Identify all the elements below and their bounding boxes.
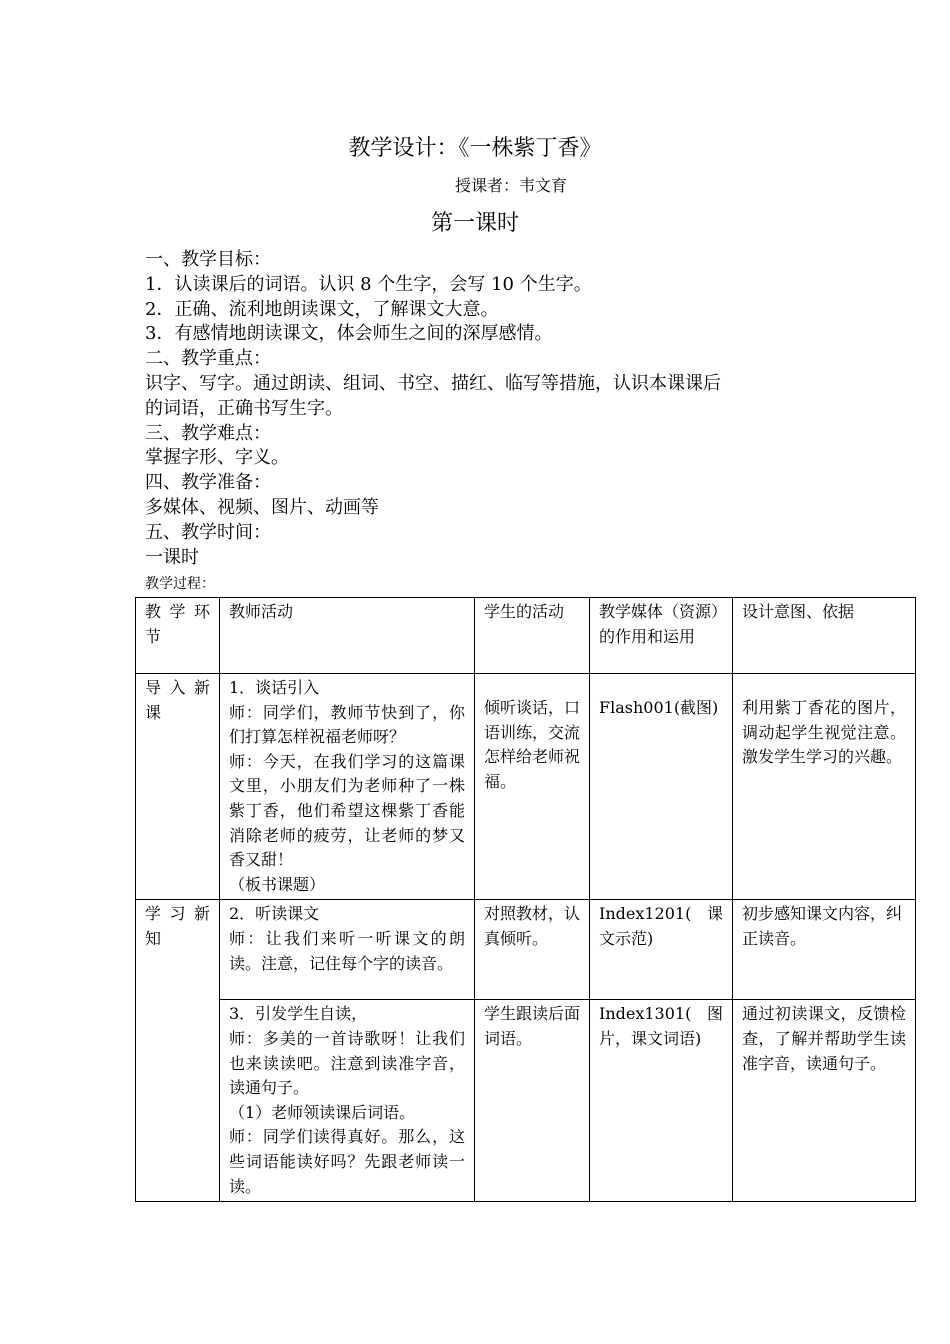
- key-line: 识字、写字。通过朗读、组词、书空、描红、临写等措施，认识本课课后: [145, 372, 721, 394]
- difficulty-heading: 三、教学难点：: [145, 422, 271, 444]
- lesson-heading: 第一课时: [430, 211, 519, 236]
- media-cell: Index1301( 图片，课文词语): [590, 1000, 733, 1202]
- goal-item: 1．认读课后的词语。认识 8 个生字，会写 10 个生字。: [145, 273, 592, 295]
- teacher-line: 师：同学们读得真好。那么，这些词语能读好吗？先跟老师读一读。: [229, 1127, 465, 1196]
- teacher-activity: [220, 1000, 475, 1202]
- intent-cell: 通过初读课文，反馈检查，了解并帮助学生读准字音，读通句子。: [733, 1000, 916, 1202]
- header-student: 学生的活动: [475, 598, 590, 674]
- teacher-line: 1．谈话引入: [229, 678, 320, 697]
- time-heading: 五、教学时间：: [145, 521, 271, 543]
- prep-text: 多媒体、视频、图片、动画等: [145, 496, 379, 518]
- teacher-line: 师：让我们来听一听课文的朗读。注意，记住每个字的读音。: [229, 928, 465, 973]
- teacher-activity: [220, 674, 475, 900]
- key-line: 的词语，正确书写生字。: [145, 397, 343, 419]
- lesson-body: [145, 248, 825, 570]
- intent-cell: 初步感知课文内容，纠正读音。: [733, 900, 916, 1000]
- header-intent: 设计意图、依据: [733, 598, 916, 674]
- header-teacher: 教师活动: [220, 598, 475, 674]
- lesson-plan-table: [135, 597, 916, 1202]
- student-activity: 学生跟读后面词语。: [475, 1000, 590, 1202]
- header-media-line2: 的作用和运用: [599, 626, 696, 646]
- intent-cell: 利用紫丁香花的图片，调动起学生视觉注意。激发学生学习的兴趣。: [733, 674, 916, 900]
- teacher-line: （板书课题）: [229, 874, 326, 894]
- key-heading: 二、教学重点：: [145, 348, 271, 370]
- goals-heading: 一、教学目标：: [145, 249, 271, 270]
- goal-item: 3．有感情地朗读课文，体会师生之间的深厚感情。: [145, 323, 553, 345]
- media-cell: Flash001(截图): [590, 674, 733, 900]
- table-row: [136, 1000, 916, 1202]
- time-text: 一课时: [145, 546, 199, 568]
- teacher-line: 师：同学们，教师节快到了，你们打算怎样祝福老师呀？: [229, 702, 465, 747]
- teacher-activity: [220, 900, 475, 1000]
- header-media: [590, 598, 733, 674]
- media-cell: Index1201( 课文示范): [590, 900, 733, 1000]
- teacher-line: （1）老师领读课后词语。: [229, 1102, 416, 1122]
- goal-item: 2．正确、流利地朗读课文，了解课文大意。: [145, 298, 499, 320]
- table-row: [136, 900, 916, 1000]
- teacher-line: 2．听读课文: [229, 904, 320, 924]
- student-activity: 倾听谈话，口语训练，交流怎样给老师祝福。: [475, 674, 590, 900]
- teacher-line: 3．引发学生自读，: [229, 1004, 368, 1024]
- student-activity: 对照教材，认真倾听。: [475, 900, 590, 1000]
- prep-heading: 四、教学准备：: [145, 472, 271, 494]
- table-row: [136, 674, 916, 900]
- stage-cell: 导 入 新 课: [136, 674, 220, 900]
- header-stage: 教 学 环 节: [136, 598, 220, 674]
- table-header-row: [136, 598, 916, 674]
- header-media-line1: 教学媒体（资源）: [599, 602, 728, 621]
- teacher-line: 师：今天，在我们学习的这篇课文里，小朋友们为老师种了一株紫丁香，他们希望这棵紫丁香能消除老师的疲劳，让老师的梦又香又甜！: [229, 751, 465, 870]
- document-title: 教学设计：《一株紫丁香》: [348, 136, 602, 161]
- stage-cell: 学 习 新 知: [136, 900, 220, 1202]
- process-label: 教学过程：: [145, 576, 215, 592]
- teacher-line: 师：多美的一首诗歌呀！让我们也来读读吧。注意到读准字音，读通句子。: [229, 1028, 465, 1098]
- document-author: 授课者：韦文育: [454, 176, 567, 195]
- difficulty-text: 掌握字形、字义。: [145, 447, 289, 469]
